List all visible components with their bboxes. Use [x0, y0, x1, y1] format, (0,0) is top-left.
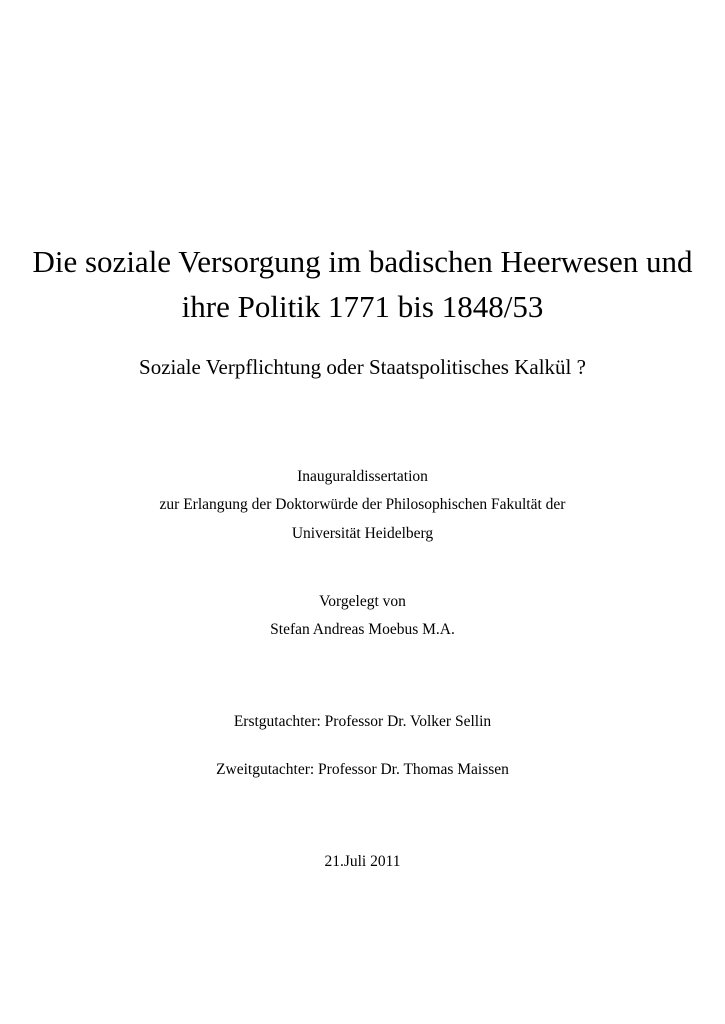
- second-reviewer: Zweitgutachter: Professor Dr. Thomas Maissen: [216, 761, 509, 778]
- title-line-1: Die soziale Versorgung im badischen Heerwesen und: [32, 244, 693, 279]
- submission-date: 21.Juli 2011: [324, 853, 401, 870]
- title-line-2: ihre Politik 1771 bis 1848/53: [181, 289, 544, 324]
- dissertation-university: Universität Heidelberg: [291, 525, 434, 542]
- dissertation-type: Inauguraldissertation: [297, 468, 428, 485]
- submission-label: Vorgelegt von: [319, 593, 406, 610]
- subtitle: Soziale Verpflichtung oder Staatspolitisches Kalkül ?: [139, 355, 586, 379]
- dissertation-purpose: zur Erlangung der Doktorwürde der Philosophischen Fakultät der: [159, 496, 566, 513]
- first-reviewer: Erstgutachter: Professor Dr. Volker Sellin: [233, 713, 492, 730]
- author-name: Stefan Andreas Moebus M.A.: [270, 621, 455, 638]
